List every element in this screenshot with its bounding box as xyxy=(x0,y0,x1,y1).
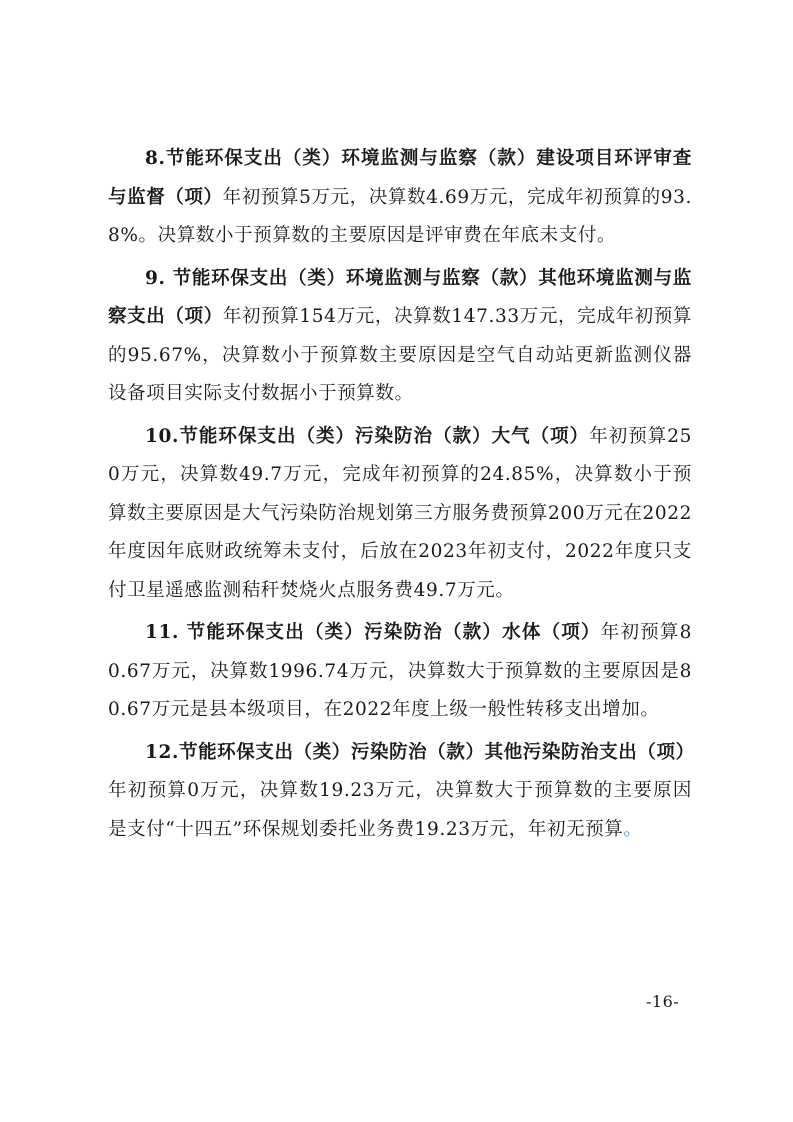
paragraph-12 xyxy=(108,734,695,850)
paragraph-11 xyxy=(108,614,692,730)
paragraph-9 xyxy=(108,260,692,414)
paragraph-end-mark: 。 xyxy=(623,818,643,840)
document-body xyxy=(108,140,695,853)
page-number: -16- xyxy=(646,992,680,1011)
paragraph-heading: 11. 节能环保支出（类）污染防治（款）水体（项） xyxy=(145,622,601,643)
paragraph-text: 年初预算154万元，决算数147.33万元，完成年初预算的95.67%，决算数小于预算数主要原因是空气自动站更新监测仪器设备项目实际支付数据小于预算数。 xyxy=(108,306,692,404)
paragraph-text: 年初预算250万元，决算数49.7万元，完成年初预算的24.85%，决算数小于预算数主要原因是大气污染防治规划第三方服务费预算200万元在2022年度因年底财政统筹未支付，后放在2023年初支付，2022年度只支付卫星遥感监测秸秆焚烧火点服务费49.7万元。 xyxy=(108,425,692,601)
paragraph-text: 年初预算80.67万元，决算数1996.74万元，决算数大于预算数的主要原因是80.67万元是县本级项目，在2022年度上级一般性转移支出增加。 xyxy=(108,622,692,720)
paragraph-text: 年初预算5万元，决算数4.69万元，完成年初预算的93.8%。决算数小于预算数的主要原因是评审费在年底未支付。 xyxy=(108,186,693,246)
paragraph-text: 年初预算0万元，决算数19.23万元，决算数大于预算数的主要原因是支付“十四五”环保规划委托业务费19.23万元，年初无预算 xyxy=(108,780,692,840)
paragraph-8 xyxy=(108,140,692,256)
paragraph-heading: 12.节能环保支出（类）污染防治（款）其他污染防治支出（项） xyxy=(145,741,695,763)
paragraph-heading: 10.节能环保支出（类）污染防治（款）大气（项） xyxy=(145,425,590,447)
paragraph-10 xyxy=(108,418,692,611)
paragraph-heading: 9. 节能环保支出（类）环境监测与监察（款）其他环境监测与监察支出（项） xyxy=(108,267,692,327)
paragraph-heading: 8.节能环保支出（类）环境监测与监察（款）建设项目环评审查与监督（项） xyxy=(108,148,692,208)
